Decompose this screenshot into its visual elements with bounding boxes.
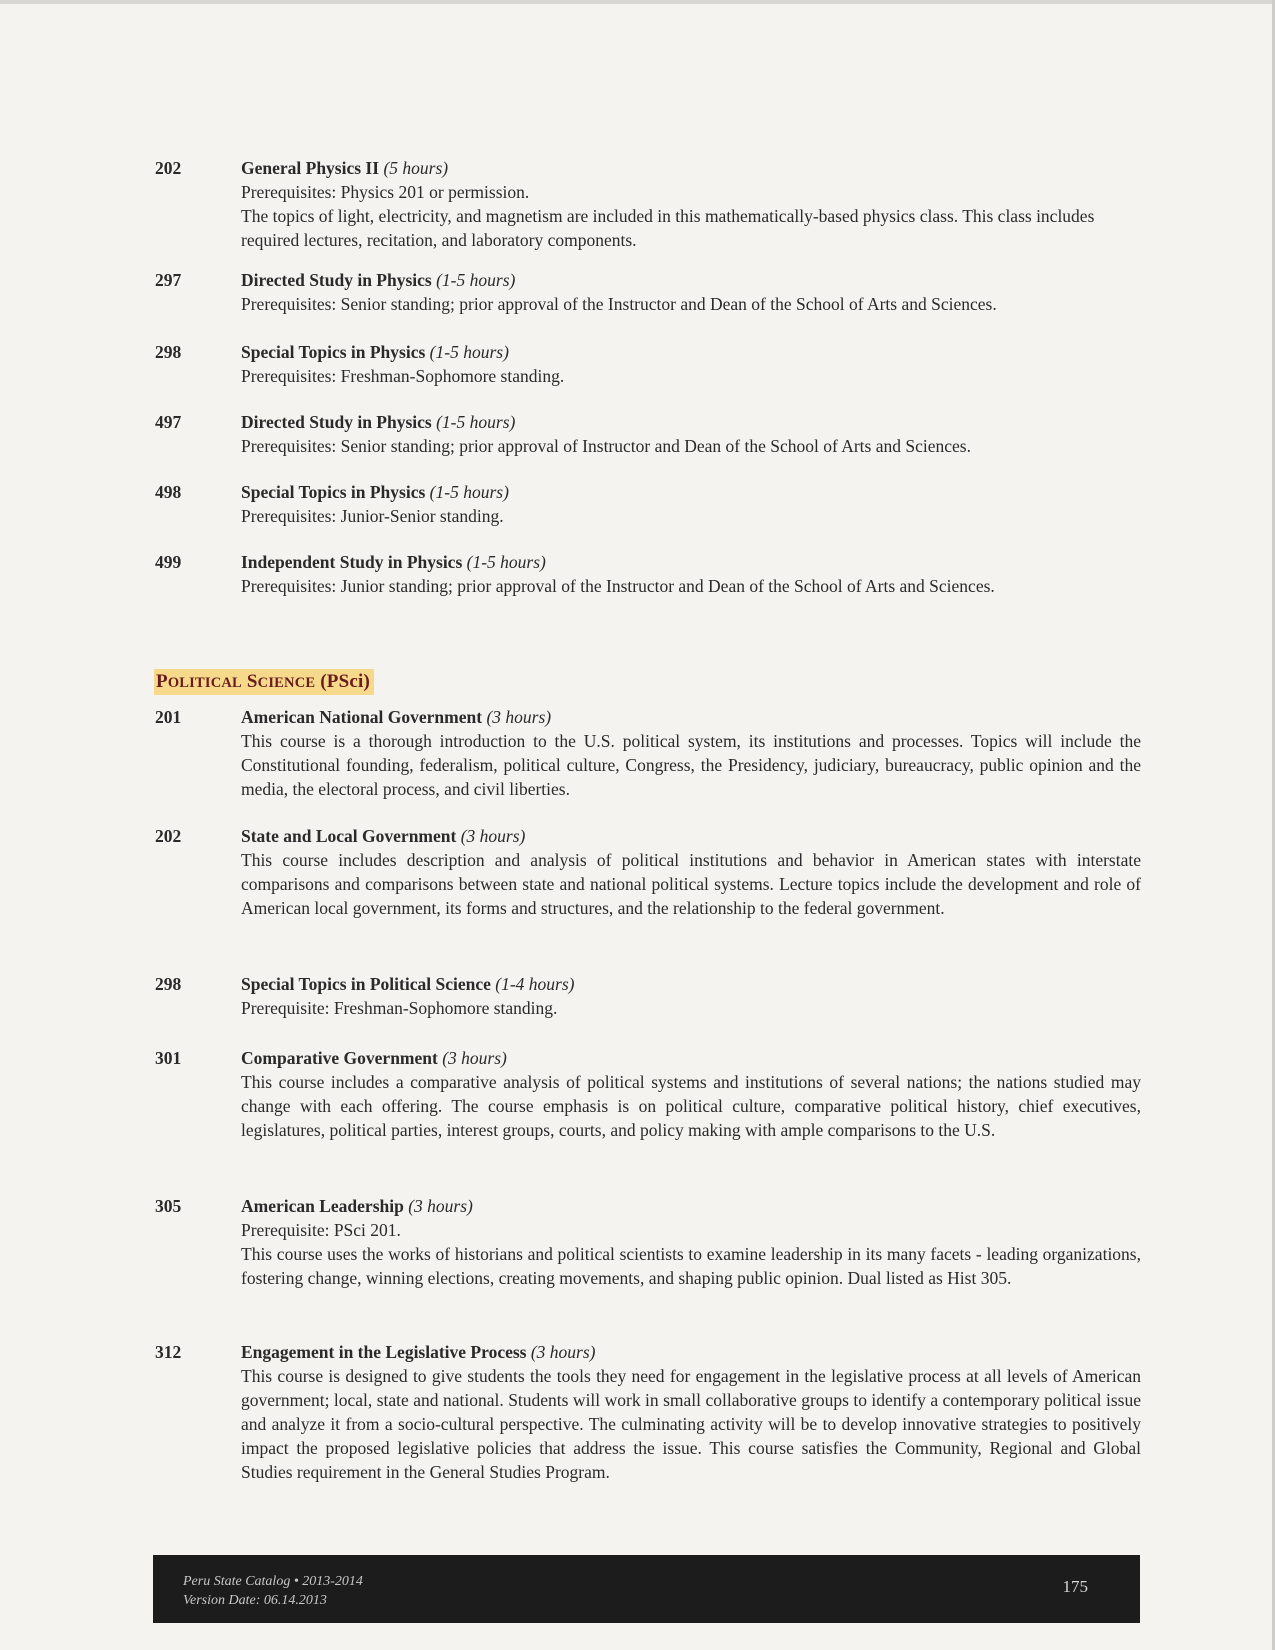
- course-number: 298: [155, 974, 182, 994]
- course-hours: (1-5 hours): [436, 412, 516, 432]
- page-number: 175: [1062, 1577, 1088, 1596]
- course-title: Independent Study in Physics: [241, 552, 463, 572]
- course-prerequisite: Prerequisite: Freshman-Sophomore standing.: [241, 998, 558, 1018]
- physics-course-297: [0, 268, 1275, 316]
- physics-course-499: [0, 550, 1275, 598]
- course-hours: (3 hours): [486, 707, 552, 727]
- course-hours: (1-4 hours): [495, 974, 575, 994]
- heading-word: CIENCE: [257, 675, 316, 691]
- physics-course-498: [0, 480, 1275, 528]
- course-number: 305: [155, 1196, 182, 1216]
- course-hours: (1-5 hours): [429, 342, 509, 362]
- course-prerequisite: Prerequisites: Junior-Senior standing.: [241, 506, 504, 526]
- physics-course-298: [0, 340, 1275, 388]
- course-hours: (1-5 hours): [436, 270, 516, 290]
- footer-catalog-title: Peru State Catalog • 2013-2014: [183, 1574, 363, 1589]
- psci-course-305: [0, 1194, 1275, 1290]
- course-number: 301: [155, 1048, 182, 1068]
- psci-course-301: [0, 1046, 1275, 1142]
- course-number: 312: [155, 1342, 182, 1362]
- course-hours: (5 hours): [383, 158, 449, 178]
- course-title: State and Local Government: [241, 826, 457, 846]
- course-title: Special Topics in Physics: [241, 482, 426, 502]
- psci-course-298: [0, 972, 1275, 1020]
- heading-word: OLITICAL: [167, 675, 242, 691]
- footer-catalog-info: [183, 1572, 363, 1610]
- course-title: General Physics II: [241, 158, 380, 178]
- psci-course-201: [0, 705, 1275, 801]
- course-title: American Leadership: [241, 1196, 404, 1216]
- course-prerequisite: Prerequisite: PSci 201.: [241, 1220, 401, 1240]
- section-heading-political-science: [154, 669, 374, 695]
- course-prerequisite: Prerequisites: Physics 201 or permission.: [241, 182, 530, 202]
- course-number: 498: [155, 482, 182, 502]
- course-prerequisite: Prerequisites: Senior standing; prior approval of the Instructor and Dean of the School of Arts and Sciences.: [241, 294, 997, 314]
- footer-version-date: Version Date: 06.14.2013: [183, 1593, 327, 1608]
- course-hours: (3 hours): [460, 826, 526, 846]
- course-title: Special Topics in Political Science: [241, 974, 491, 994]
- course-title: Directed Study in Physics: [241, 270, 432, 290]
- psci-course-312: [0, 1340, 1275, 1484]
- course-number: 201: [155, 707, 182, 727]
- course-title: Engagement in the Legislative Process: [241, 1342, 527, 1362]
- course-hours: (1-5 hours): [429, 482, 509, 502]
- course-number: 298: [155, 342, 182, 362]
- course-title: Directed Study in Physics: [241, 412, 432, 432]
- course-hours: (3 hours): [442, 1048, 507, 1068]
- course-number: 202: [155, 158, 182, 178]
- heading-code: (PSci): [320, 671, 370, 692]
- course-hours: (3 hours): [530, 1342, 596, 1362]
- course-description: This course includes a comparative analysis of political systems and institutions of several nations; the nations studied may change with each offering. The course emphasis is on political culture, comparative political history, chief executives, legislatures, political parties, interest groups, courts, and policy making with ample comparisons to the U.S.: [241, 1072, 1141, 1140]
- scan-top-edge: [0, 0, 1275, 4]
- physics-course-202: [0, 156, 1275, 252]
- course-title: Comparative Government: [241, 1048, 438, 1068]
- course-number: 297: [155, 270, 182, 290]
- psci-course-202: [0, 824, 1275, 920]
- course-description: This course is designed to give students the tools they need for engagement in the legislative process at all levels of American government; local, state and national. Students will work in small collaborative groups to identify a contemporary political issue and analyze it from a socio-cultural perspective. The culminating activity will be to develop innovative strategies to positively impact the proposed legislative policies that address the issue. This course satisfies the Community, Regional and Global Studies requirement in the General Studies Program.: [241, 1366, 1141, 1482]
- heading-letter: S: [246, 671, 258, 692]
- course-prerequisite: Prerequisites: Freshman-Sophomore standing.: [241, 366, 565, 386]
- course-prerequisite: Prerequisites: Junior standing; prior approval of the Instructor and Dean of the School of Arts and Sciences.: [241, 576, 995, 596]
- course-hours: (1-5 hours): [466, 552, 546, 572]
- course-description: This course uses the works of historians and political scientists to examine leadership in its many facets - leading organizations, fostering change, winning elections, creating movements, and shaping public opinion. Dual listed as Hist 305.: [241, 1244, 1141, 1288]
- course-description: The topics of light, electricity, and magnetism are included in this mathematically-based physics class. This class includes required lectures, recitation, and laboratory components.: [241, 206, 1095, 250]
- physics-course-497: [0, 410, 1275, 458]
- course-prerequisite: Prerequisites: Senior standing; prior approval of Instructor and Dean of the School of Arts and Sciences.: [241, 436, 971, 456]
- course-number: 497: [155, 412, 182, 432]
- course-number: 499: [155, 552, 182, 572]
- course-hours: (3 hours): [408, 1196, 473, 1216]
- course-title: Special Topics in Physics: [241, 342, 426, 362]
- course-description: This course is a thorough introduction to the U.S. political system, its institutions and processes. Topics will include the Constitutional founding, federalism, political culture, Congress, the Presidency, judiciary, bureaucracy, public opinion and the media, the electoral process, and civil liberties.: [241, 731, 1141, 799]
- course-number: 202: [155, 826, 182, 846]
- heading-letter: P: [156, 671, 168, 692]
- course-description: This course includes description and analysis of political institutions and behavior in American states with interstate comparisons and comparisons between state and national political systems. Lecture topics include the development and role of American local government, its forms and structures, and the relationship to the federal government.: [241, 850, 1141, 918]
- page-footer: [153, 1555, 1140, 1623]
- course-title: American National Government: [241, 707, 483, 727]
